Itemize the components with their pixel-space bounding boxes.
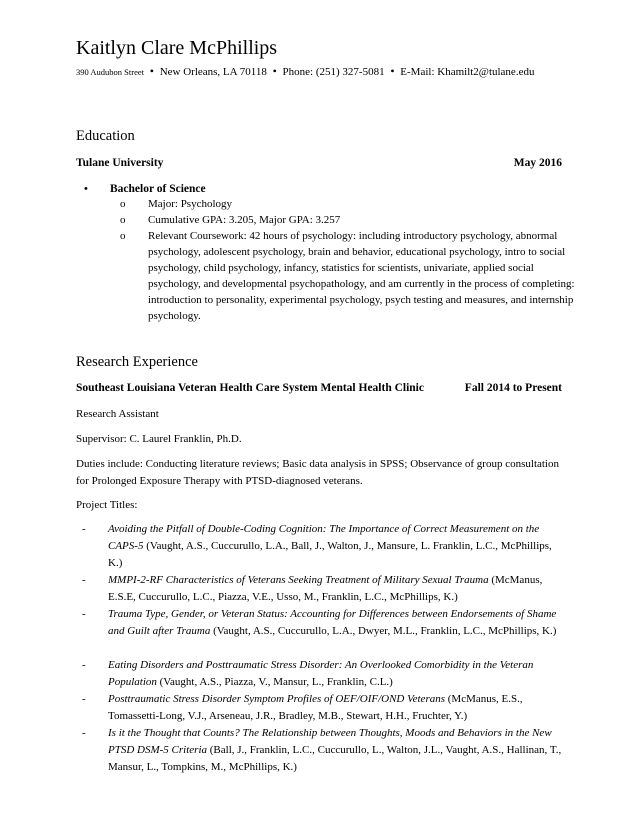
sub-bullet-icon: o <box>120 230 126 242</box>
project-authors: (McManus, E.S.E, Cuccurullo, L.C., Piazza, V.E., Usso, M., Franklin, L.C., McPhillips, K.) <box>108 574 543 603</box>
project-titles-label: Project Titles: <box>76 499 138 511</box>
project-title: Posttraumatic Stress Disorder Symptom Profiles of OEF/OIF/OND Veterans <box>108 693 446 705</box>
education-detail-major <box>120 196 580 212</box>
project-authors: (Vaught, A.S., Piazza, V., Mansur, L., Franklin, C.L.) <box>156 676 393 688</box>
separator-dot: • <box>272 64 277 78</box>
contact-line <box>76 64 534 79</box>
dash-bullet: - <box>82 608 86 620</box>
detail-text: Relevant Coursework: 42 hours of psychology: including introductory psychology, abnormal psychology, adolescent psychology, brain and behavior, educational psychology, intro to social psychology, child psychology, infancy, statistics for scientists, univariate, applied social psychology, and developmental psychopathology, and am currently in the process of completing: introduction to personality, experimental psychology, psych testing and measures, and internship psychology. <box>148 230 575 322</box>
project-item <box>82 606 564 640</box>
degree-name: Bachelor of Science <box>110 183 206 195</box>
supervisor-line: Supervisor: C. Laurel Franklin, Ph.D. <box>76 433 242 445</box>
duties-paragraph: Duties include: Conducting literature reviews; Basic data analysis in SPSS; Observance of group consultation for Prolonged Exposure Therapy with PTSD-diagnosed veterans. <box>76 458 559 487</box>
project-item <box>82 657 564 691</box>
dash-bullet: - <box>82 659 86 671</box>
dash-bullet: - <box>82 523 86 535</box>
project-title: Trauma Type, Gender, or Veteran Status: Accounting for Differences between Endorsements of Shame and Guilt after Trauma <box>108 608 557 637</box>
project-title: MMPI-2-RF Characteristics of Veterans Seeking Treatment of Military Sexual Trauma <box>108 574 489 586</box>
email-address: E-Mail: Khamilt2@tulane.edu <box>400 66 535 78</box>
separator-dot: • <box>390 64 395 78</box>
phone-number: Phone: (251) 327-5081 <box>282 66 385 78</box>
dash-bullet: - <box>82 693 86 705</box>
candidate-name: Kaitlyn Clare McPhillips <box>76 37 278 59</box>
sub-bullet-icon: o <box>120 214 126 226</box>
separator-dot: • <box>149 64 154 78</box>
organization-name: Southeast Louisiana Veteran Health Care System Mental Health Clinic <box>76 382 424 394</box>
project-item <box>82 725 564 776</box>
project-authors: (McManus, E.S., Tomassetti-Long, V.J., Arseneau, J.R., Bradley, M.B., Stewart, H.H., Fruchter, Y.) <box>108 693 523 722</box>
project-authors: (Ball, J., Franklin, L.C., Cuccurullo, L., Walton, J.L., Vaught, A.S., Hallinan, T., Mansur, L., Tompkins, M., McPhillips, K.) <box>108 744 562 773</box>
project-authors: (Vaught, A.S., Cuccurullo, L.A., Ball, J., Walton, J., Mansure, L. Franklin, L.C., McPhillips, K.) <box>108 540 552 569</box>
education-detail-gpa <box>120 212 580 228</box>
project-title: Is it the Thought that Counts? The Relationship between Thoughts, Moods and Behaviors in the New PTSD DSM-5 Criteria <box>108 727 552 756</box>
research-org-row <box>76 381 562 395</box>
street-address: 390 Audubon Street <box>76 67 144 77</box>
detail-text: Cumulative GPA: 3.205, Major GPA: 3.257 <box>148 214 341 226</box>
bullet-icon: • <box>84 183 88 195</box>
education-detail-coursework <box>120 228 580 324</box>
job-title: Research Assistant <box>76 408 159 420</box>
education-heading: Education <box>76 128 135 144</box>
project-authors: (Vaught, A.S., Cuccurullo, L.A., Dwyer, M.L., Franklin, L.C., McPhillips, K.) <box>210 625 557 637</box>
education-institution-row <box>76 156 562 170</box>
project-title: Eating Disorders and Posttraumatic Stress Disorder: An Overlooked Comorbidity in the Veteran Population <box>108 659 534 688</box>
detail-text: Major: Psychology <box>148 198 233 210</box>
city-state-zip: New Orleans, LA 70118 <box>159 66 267 78</box>
sub-bullet-icon: o <box>120 198 126 210</box>
employment-dates: Fall 2014 to Present <box>464 382 562 394</box>
school-name: Tulane University <box>76 157 164 169</box>
research-heading: Research Experience <box>76 354 198 370</box>
project-item <box>82 691 564 725</box>
graduation-date: May 2016 <box>513 157 562 169</box>
dash-bullet: - <box>82 727 86 739</box>
project-title: Avoiding the Pitfall of Double-Coding Cognition: The Importance of Correct Measurement on the CAPS-5 <box>108 523 540 552</box>
project-item <box>82 521 564 572</box>
dash-bullet: - <box>82 574 86 586</box>
project-item <box>82 572 564 606</box>
